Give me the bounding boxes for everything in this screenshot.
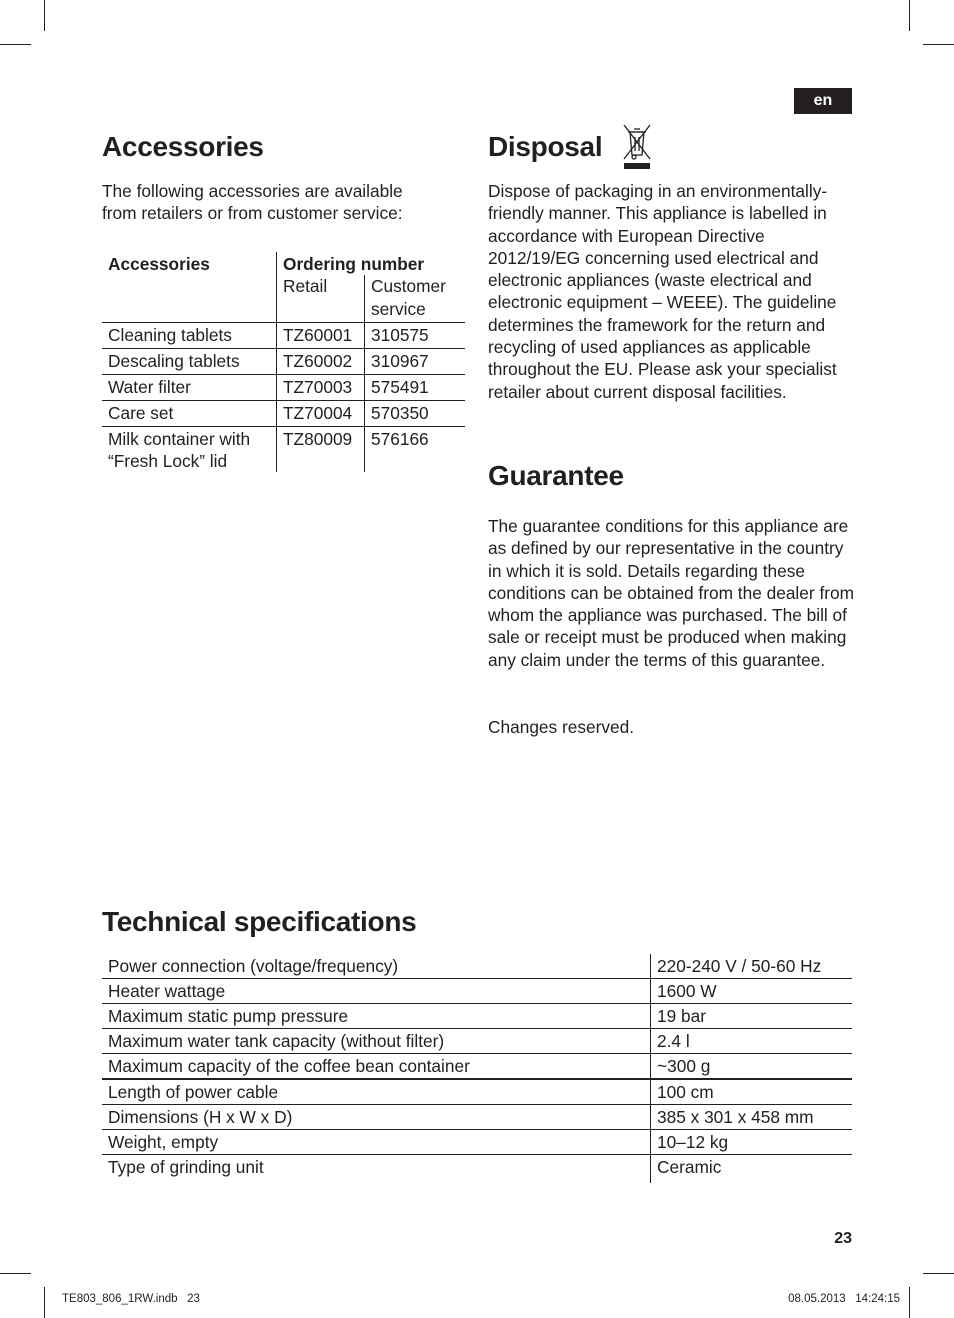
spec-value: 19 bar (651, 1004, 853, 1029)
accessory-name: Care set (102, 400, 277, 426)
service-number: 575491 (365, 374, 466, 400)
crop-mark (909, 0, 910, 31)
accessories-title: Accessories (102, 131, 264, 162)
table-row (102, 374, 465, 400)
accessories-header: Accessories (108, 254, 210, 274)
service-number: 570350 (365, 400, 466, 426)
spec-label: Length of power cable (102, 1079, 651, 1105)
table-row (102, 954, 852, 979)
footer-file-info: TE803_806_1RW.indb 23 (62, 1293, 200, 1305)
crop-mark (0, 44, 31, 45)
specifications-table (102, 954, 852, 1183)
spec-value: Ceramic (651, 1155, 853, 1184)
disposal-title: Disposal (488, 131, 603, 162)
retail-number: TZ60001 (277, 322, 365, 348)
footer-date: 08.05.2013 14:24:15 (788, 1293, 900, 1305)
table-row (102, 322, 465, 348)
spec-label: Heater wattage (102, 979, 651, 1004)
spec-value: 100 cm (651, 1079, 853, 1105)
spec-label: Maximum water tank capacity (without filter) (102, 1029, 651, 1054)
accessories-table (102, 252, 465, 472)
accessory-name: Milk container with “Fresh Lock” lid (102, 426, 277, 472)
crop-mark (923, 1273, 954, 1274)
spec-label: Maximum capacity of the coffee bean container (102, 1054, 651, 1080)
spec-value: 220-240 V / 50-60 Hz (651, 954, 853, 979)
accessory-name: Descaling tablets (102, 348, 277, 374)
accessory-name: Water filter (102, 374, 277, 400)
spec-value: 2.4 l (651, 1029, 853, 1054)
page-number: 23 (834, 1230, 852, 1247)
customer-service-header: Customer service (365, 275, 466, 322)
table-row (102, 1054, 852, 1080)
retail-header: Retail (277, 275, 365, 322)
accessory-name: Cleaning tablets (102, 322, 277, 348)
guarantee-text: The guarantee conditions for this appliance are as defined by our representative in the country in which it is sold. Details regarding these conditions can be obtained from the dealer from whom the appliance was purchased. The bill of sale or receipt must be produced when making any claim under the terms of this guarantee. (488, 516, 855, 670)
ordering-number-header: Ordering number (277, 252, 466, 275)
table-row (102, 979, 852, 1004)
retail-number: TZ70003 (277, 374, 365, 400)
service-number: 310575 (365, 322, 466, 348)
table-row (102, 1079, 852, 1105)
spec-value: ~300 g (651, 1054, 853, 1080)
retail-number: TZ70004 (277, 400, 365, 426)
table-row (102, 1130, 852, 1155)
crop-mark (923, 44, 954, 45)
service-number: 576166 (365, 426, 466, 472)
spec-label: Power connection (voltage/frequency) (108, 956, 399, 976)
table-row (102, 1029, 852, 1054)
crossed-out-wheelie-bin-icon (620, 122, 654, 170)
crop-mark (44, 0, 45, 31)
spec-value: 10–12 kg (651, 1130, 853, 1155)
spec-value: 385 x 301 x 458 mm (651, 1105, 853, 1130)
accessories-intro: The following accessories are available from retailers or from customer service: (102, 181, 403, 224)
spec-value: 1600 W (651, 979, 853, 1004)
spec-label: Maximum static pump pressure (102, 1004, 651, 1029)
table-row (102, 348, 465, 374)
table-row (102, 1105, 852, 1130)
crop-mark (44, 1287, 45, 1318)
crop-mark (0, 1273, 31, 1274)
table-row (102, 400, 465, 426)
guarantee-title: Guarantee (488, 460, 624, 491)
changes-reserved: Changes reserved. (488, 717, 635, 737)
technical-specifications-title: Technical specifications (102, 906, 417, 937)
retail-number: TZ60002 (277, 348, 365, 374)
crop-mark (909, 1287, 910, 1318)
table-row (102, 1155, 852, 1184)
service-number: 310967 (365, 348, 466, 374)
spec-label: Dimensions (H x W x D) (102, 1105, 651, 1130)
table-row (102, 1004, 852, 1029)
retail-number: TZ80009 (277, 426, 365, 472)
disposal-text: Dispose of packaging in an environmentally-friendly manner. This appliance is labelled in accordance with European Directive 2012/19/EG concerning used electrical and electronic appliances (waste electrical and electronic equipment – WEEE). The guideline determines the framework for the return and recycling of used appliances as applicable throughout the EU. Please ask your specialist retailer about current disposal facilities. (488, 181, 837, 402)
spec-label: Type of grinding unit (102, 1155, 651, 1184)
table-row (102, 426, 465, 472)
spec-label: Weight, empty (102, 1130, 651, 1155)
language-tab: en (794, 88, 852, 114)
